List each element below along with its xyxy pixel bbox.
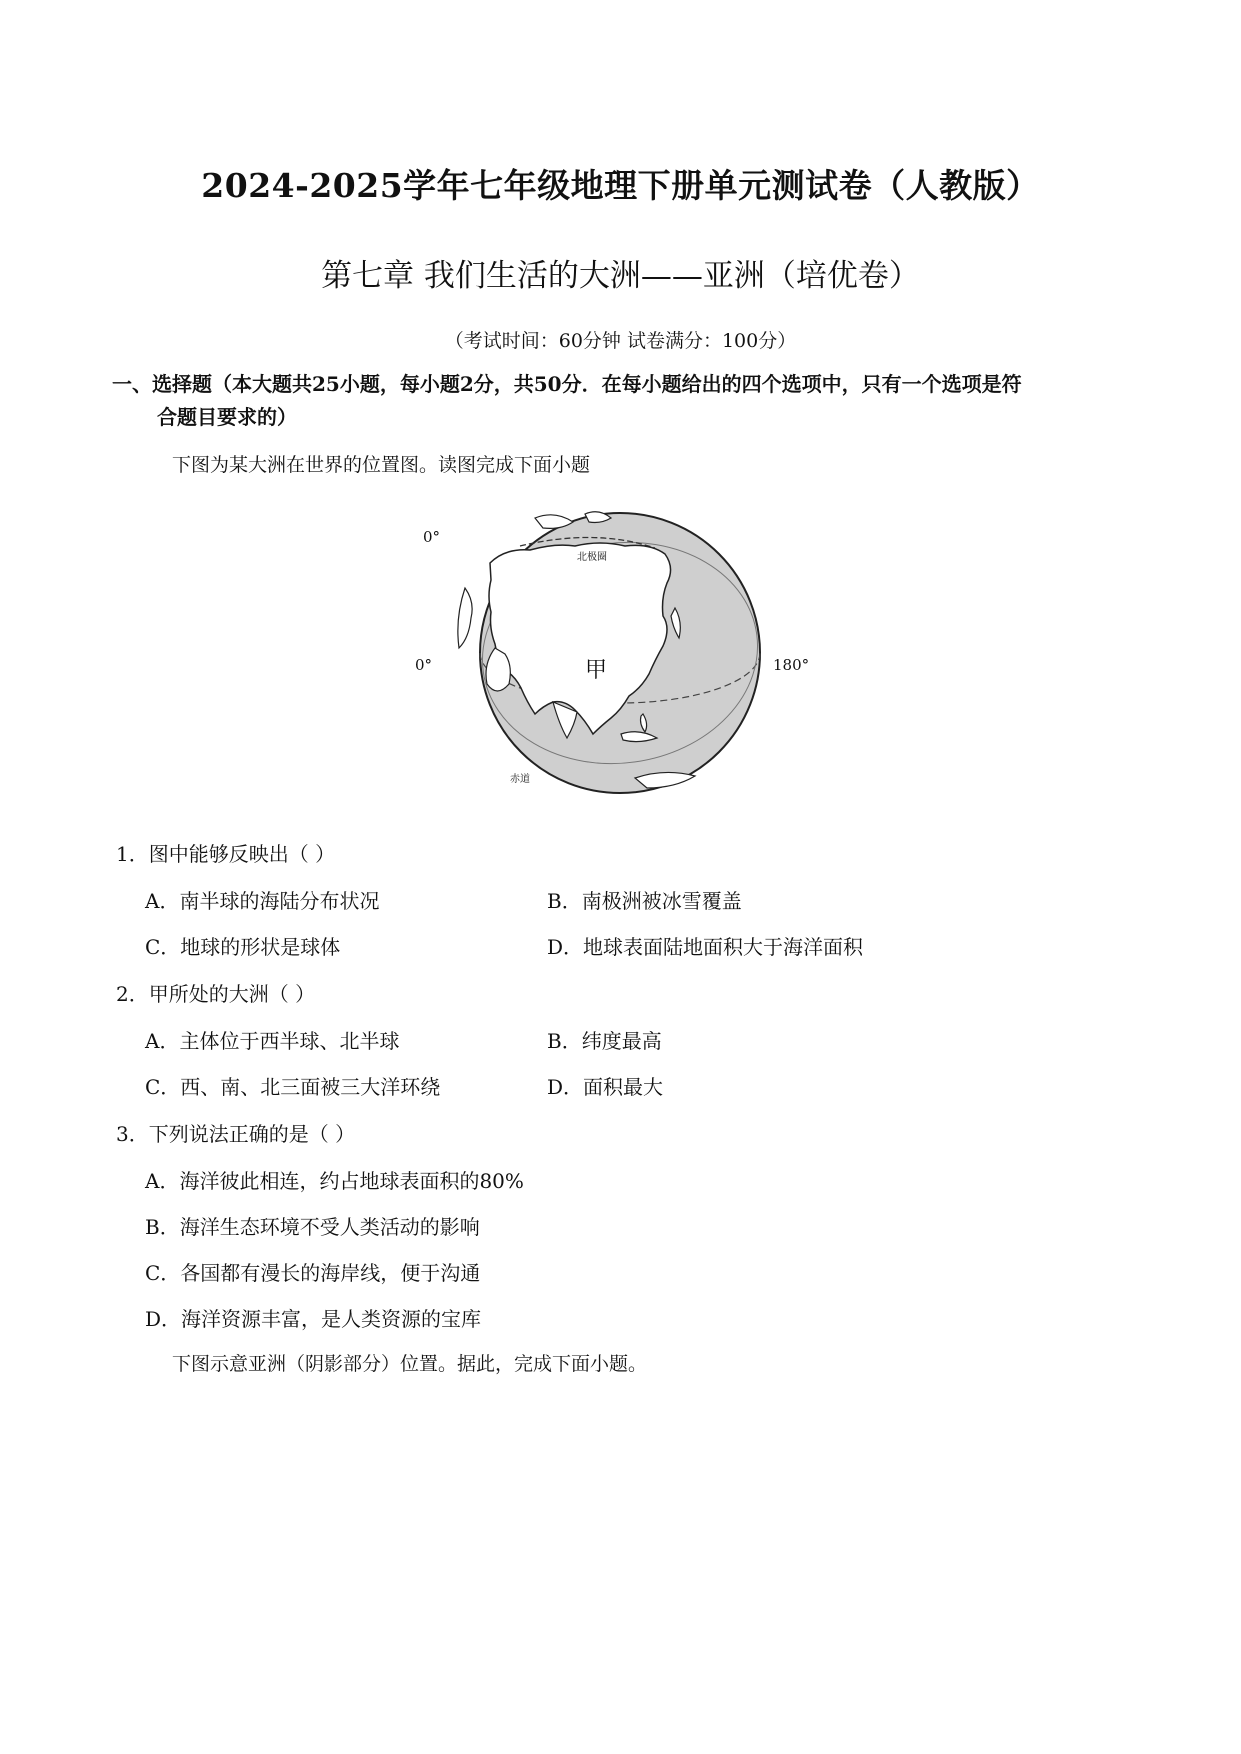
label-0-top: 0° bbox=[423, 528, 441, 546]
question-2-stem: 2．甲所处的大洲（ ） bbox=[116, 982, 316, 1006]
exam-title: 2024-2025学年七年级地理下册单元测试卷（人教版） bbox=[201, 166, 1040, 205]
question-2-option-a[interactable]: A．主体位于西半球、北半球 bbox=[145, 1029, 400, 1053]
question-3-option-c[interactable]: C．各国都有漫长的海岸线，便于沟通 bbox=[145, 1261, 481, 1285]
globe-map-svg bbox=[425, 488, 815, 818]
question-1-option-a[interactable]: A．南半球的海陆分布状况 bbox=[145, 889, 380, 913]
question-1-stem: 1．图中能够反映出（ ） bbox=[116, 842, 336, 866]
question-3-option-d[interactable]: D．海洋资源丰富，是人类资源的宝库 bbox=[145, 1307, 482, 1331]
label-arctic-circle: 北极圈 bbox=[577, 552, 607, 563]
intro-text-2: 下图示意亚洲（阴影部分）位置。据此，完成下面小题。 bbox=[172, 1353, 648, 1375]
question-2-option-d[interactable]: D．面积最大 bbox=[547, 1075, 664, 1099]
section-heading-line1: 一、选择题（本大题共25小题，每小题2分，共50分．在每小题给出的四个选项中，只有一个选项是符 bbox=[112, 372, 1022, 396]
label-180: 180° bbox=[773, 656, 810, 674]
section-heading-line2: 合题目要求的） bbox=[157, 405, 297, 429]
section-heading bbox=[112, 368, 1132, 434]
question-2-option-b[interactable]: B．纬度最高 bbox=[547, 1029, 662, 1053]
question-1-option-b[interactable]: B．南极洲被冰雪覆盖 bbox=[547, 889, 742, 913]
question-3-option-a[interactable]: A．海洋彼此相连，约占地球表面积的80% bbox=[145, 1169, 524, 1193]
europe-edge bbox=[458, 588, 472, 648]
intro-text-1: 下图为某大洲在世界的位置图。读图完成下面小题 bbox=[172, 454, 591, 476]
question-3-stem: 3．下列说法正确的是（ ） bbox=[116, 1122, 356, 1146]
label-jia: 甲 bbox=[585, 658, 608, 683]
question-2-option-c[interactable]: C．西、南、北三面被三大洋环绕 bbox=[145, 1075, 441, 1099]
label-equator: 赤道 bbox=[510, 774, 530, 785]
question-1-option-d[interactable]: D．地球表面陆地面积大于海洋面积 bbox=[547, 935, 864, 959]
exam-info: （考试时间：60分钟 试卷满分：100分） bbox=[444, 330, 797, 352]
globe-map-figure bbox=[415, 488, 815, 818]
question-1-option-c[interactable]: C．地球的形状是球体 bbox=[145, 935, 341, 959]
question-3-option-b[interactable]: B．海洋生态环境不受人类活动的影响 bbox=[145, 1215, 480, 1239]
chapter-title: 第七章 我们生活的大洲——亚洲（培优卷） bbox=[321, 258, 920, 294]
label-0-mid: 0° bbox=[415, 656, 433, 674]
